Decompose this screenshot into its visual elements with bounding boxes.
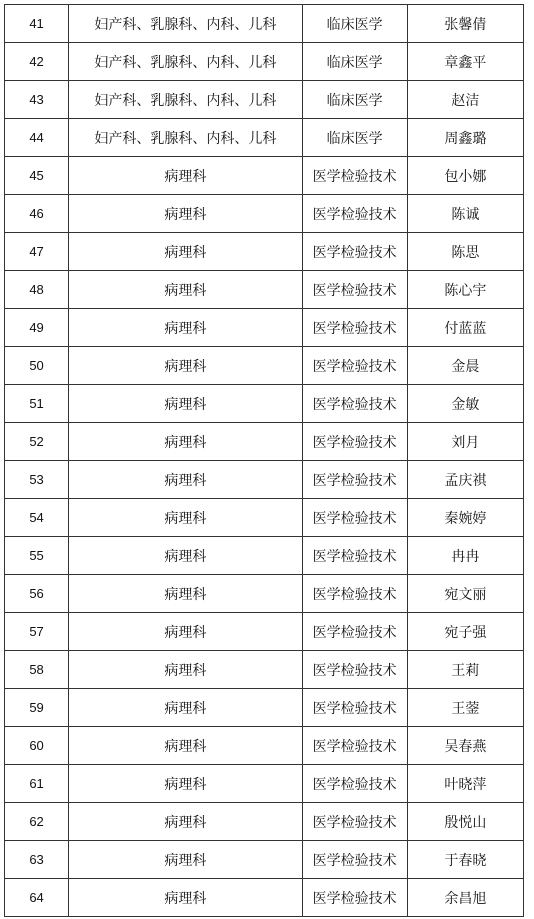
row-number: 53 xyxy=(5,461,69,499)
name-cell: 王莉 xyxy=(407,651,523,689)
table-row xyxy=(5,803,524,841)
name-cell: 金敏 xyxy=(407,385,523,423)
name-cell: 张馨倩 xyxy=(407,5,523,43)
table-row xyxy=(5,841,524,879)
department-cell: 病理科 xyxy=(69,689,302,727)
name-cell: 吴春燕 xyxy=(407,727,523,765)
name-cell: 陈心宇 xyxy=(407,271,523,309)
table-row xyxy=(5,499,524,537)
name-cell: 金晨 xyxy=(407,347,523,385)
major-cell: 医学检验技术 xyxy=(302,651,407,689)
major-cell: 医学检验技术 xyxy=(302,689,407,727)
major-cell: 临床医学 xyxy=(302,43,407,81)
department-cell: 病理科 xyxy=(69,803,302,841)
table-row xyxy=(5,765,524,803)
name-cell: 付蓝蓝 xyxy=(407,309,523,347)
table-row xyxy=(5,461,524,499)
major-cell: 临床医学 xyxy=(302,119,407,157)
department-cell: 病理科 xyxy=(69,423,302,461)
name-cell: 陈思 xyxy=(407,233,523,271)
row-number: 64 xyxy=(5,879,69,917)
major-cell: 医学检验技术 xyxy=(302,309,407,347)
table-row xyxy=(5,385,524,423)
department-cell: 病理科 xyxy=(69,347,302,385)
row-number: 63 xyxy=(5,841,69,879)
table-row xyxy=(5,43,524,81)
row-number: 41 xyxy=(5,5,69,43)
name-cell: 冉冉 xyxy=(407,537,523,575)
row-number: 48 xyxy=(5,271,69,309)
major-cell: 医学检验技术 xyxy=(302,423,407,461)
table-row xyxy=(5,119,524,157)
roster-table xyxy=(4,4,524,917)
row-number: 60 xyxy=(5,727,69,765)
name-cell: 宛子强 xyxy=(407,613,523,651)
table-row xyxy=(5,689,524,727)
table-row xyxy=(5,5,524,43)
table-row xyxy=(5,157,524,195)
table-row xyxy=(5,651,524,689)
department-cell: 病理科 xyxy=(69,537,302,575)
row-number: 51 xyxy=(5,385,69,423)
major-cell: 医学检验技术 xyxy=(302,575,407,613)
major-cell: 医学检验技术 xyxy=(302,765,407,803)
major-cell: 医学检验技术 xyxy=(302,347,407,385)
row-number: 62 xyxy=(5,803,69,841)
row-number: 49 xyxy=(5,309,69,347)
major-cell: 医学检验技术 xyxy=(302,195,407,233)
department-cell: 病理科 xyxy=(69,765,302,803)
row-number: 57 xyxy=(5,613,69,651)
department-cell: 病理科 xyxy=(69,385,302,423)
major-cell: 临床医学 xyxy=(302,81,407,119)
major-cell: 医学检验技术 xyxy=(302,537,407,575)
department-cell: 病理科 xyxy=(69,157,302,195)
table-row xyxy=(5,271,524,309)
name-cell: 宛文丽 xyxy=(407,575,523,613)
major-cell: 医学检验技术 xyxy=(302,271,407,309)
name-cell: 赵洁 xyxy=(407,81,523,119)
major-cell: 医学检验技术 xyxy=(302,613,407,651)
department-cell: 病理科 xyxy=(69,575,302,613)
department-cell: 病理科 xyxy=(69,651,302,689)
major-cell: 医学检验技术 xyxy=(302,803,407,841)
department-cell: 妇产科、乳腺科、内科、儿科 xyxy=(69,81,302,119)
department-cell: 病理科 xyxy=(69,613,302,651)
table-row xyxy=(5,423,524,461)
name-cell: 叶晓萍 xyxy=(407,765,523,803)
row-number: 47 xyxy=(5,233,69,271)
name-cell: 秦婉婷 xyxy=(407,499,523,537)
department-cell: 病理科 xyxy=(69,727,302,765)
major-cell: 临床医学 xyxy=(302,5,407,43)
department-cell: 病理科 xyxy=(69,461,302,499)
department-cell: 妇产科、乳腺科、内科、儿科 xyxy=(69,5,302,43)
name-cell: 刘月 xyxy=(407,423,523,461)
major-cell: 医学检验技术 xyxy=(302,841,407,879)
row-number: 55 xyxy=(5,537,69,575)
row-number: 56 xyxy=(5,575,69,613)
department-cell: 病理科 xyxy=(69,499,302,537)
row-number: 44 xyxy=(5,119,69,157)
department-cell: 病理科 xyxy=(69,879,302,917)
name-cell: 王蓥 xyxy=(407,689,523,727)
department-cell: 病理科 xyxy=(69,841,302,879)
name-cell: 包小娜 xyxy=(407,157,523,195)
name-cell: 殷悦山 xyxy=(407,803,523,841)
major-cell: 医学检验技术 xyxy=(302,879,407,917)
major-cell: 医学检验技术 xyxy=(302,157,407,195)
row-number: 43 xyxy=(5,81,69,119)
table-row xyxy=(5,309,524,347)
name-cell: 于春晓 xyxy=(407,841,523,879)
name-cell: 章鑫平 xyxy=(407,43,523,81)
row-number: 42 xyxy=(5,43,69,81)
department-cell: 病理科 xyxy=(69,233,302,271)
table-row xyxy=(5,537,524,575)
row-number: 46 xyxy=(5,195,69,233)
name-cell: 孟庆祺 xyxy=(407,461,523,499)
table-row xyxy=(5,195,524,233)
name-cell: 陈诚 xyxy=(407,195,523,233)
table-row xyxy=(5,613,524,651)
row-number: 45 xyxy=(5,157,69,195)
name-cell: 余昌旭 xyxy=(407,879,523,917)
row-number: 58 xyxy=(5,651,69,689)
table-row xyxy=(5,727,524,765)
table-row xyxy=(5,575,524,613)
department-cell: 妇产科、乳腺科、内科、儿科 xyxy=(69,43,302,81)
department-cell: 病理科 xyxy=(69,271,302,309)
table-row xyxy=(5,879,524,917)
department-cell: 病理科 xyxy=(69,195,302,233)
major-cell: 医学检验技术 xyxy=(302,233,407,271)
department-cell: 妇产科、乳腺科、内科、儿科 xyxy=(69,119,302,157)
table-row xyxy=(5,81,524,119)
table-row xyxy=(5,347,524,385)
department-cell: 病理科 xyxy=(69,309,302,347)
row-number: 52 xyxy=(5,423,69,461)
row-number: 59 xyxy=(5,689,69,727)
row-number: 61 xyxy=(5,765,69,803)
major-cell: 医学检验技术 xyxy=(302,499,407,537)
name-cell: 周鑫璐 xyxy=(407,119,523,157)
row-number: 50 xyxy=(5,347,69,385)
major-cell: 医学检验技术 xyxy=(302,727,407,765)
table-row xyxy=(5,233,524,271)
major-cell: 医学检验技术 xyxy=(302,385,407,423)
row-number: 54 xyxy=(5,499,69,537)
roster-body xyxy=(5,5,524,917)
major-cell: 医学检验技术 xyxy=(302,461,407,499)
